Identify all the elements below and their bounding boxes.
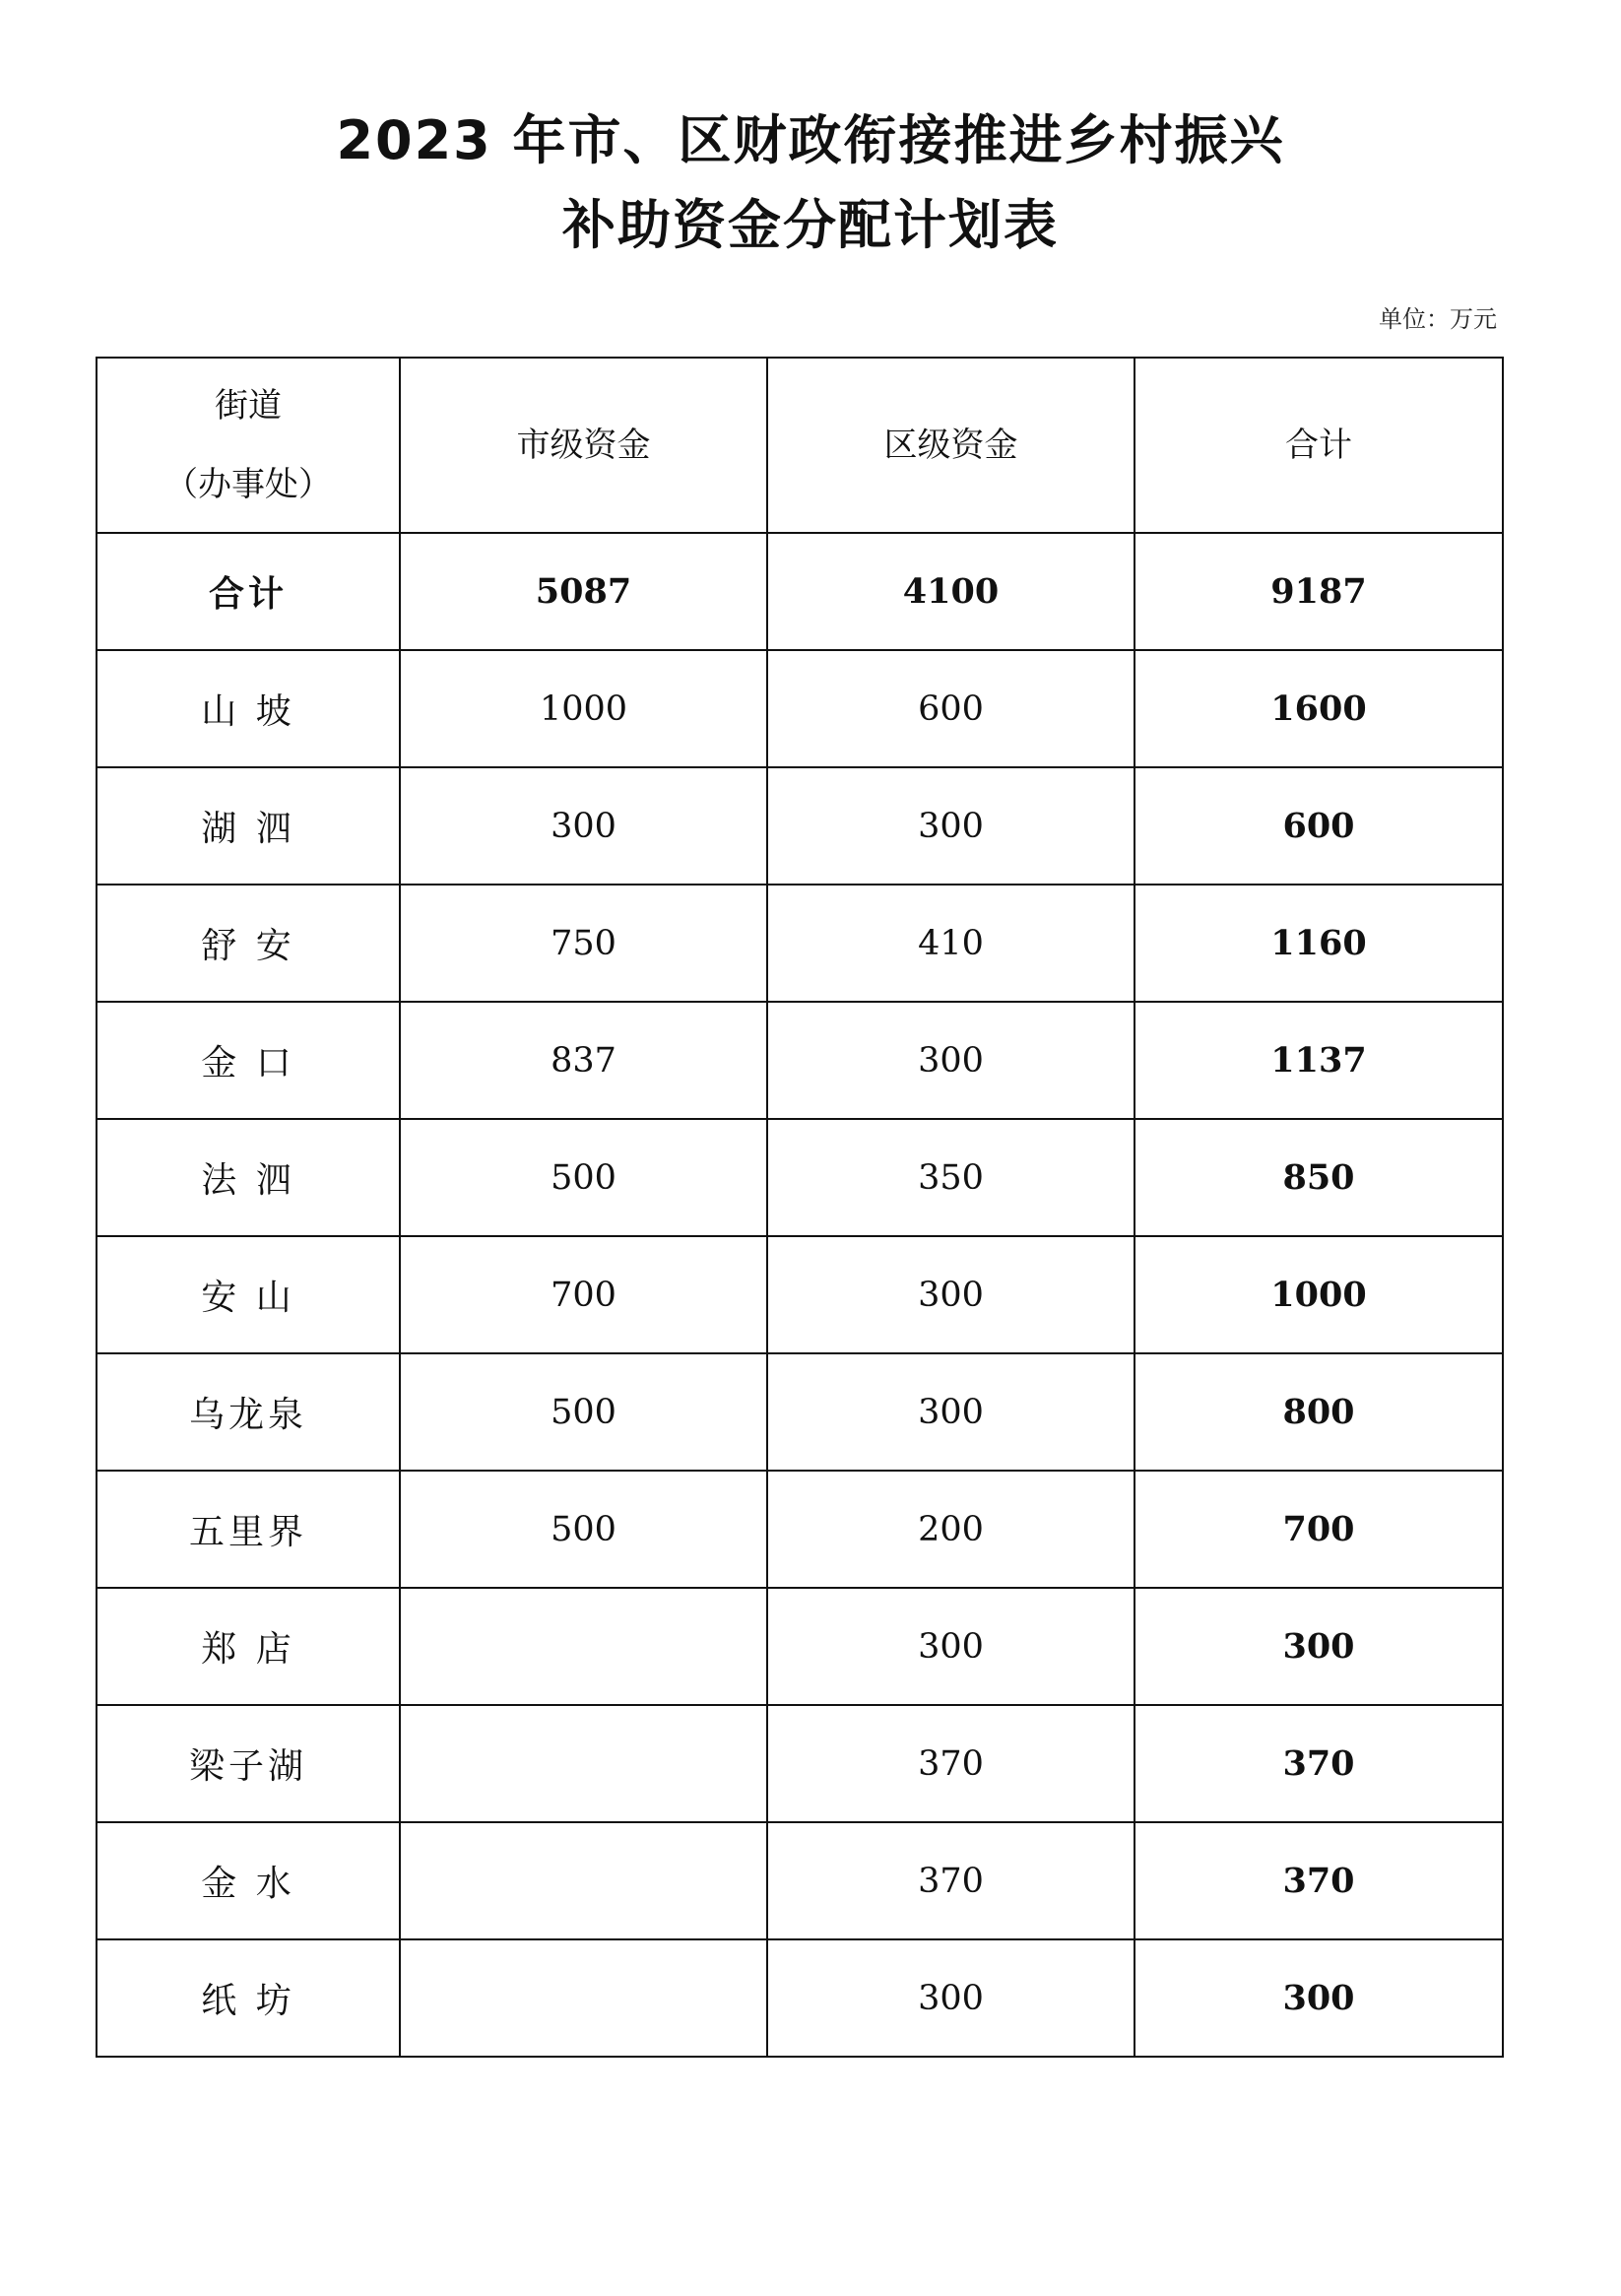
header-street-line1: 街道 (215, 386, 282, 426)
unit-label: 单位：万元 (1379, 305, 1497, 333)
header-total: 合计 (1135, 358, 1503, 533)
row-district-funds: 300 (767, 1353, 1135, 1471)
row-city-funds: 300 (400, 767, 767, 885)
row-name: 法 泗 (97, 1119, 400, 1236)
row-city-funds: 750 (400, 885, 767, 1002)
header-street (97, 358, 400, 533)
table-row (97, 885, 1503, 1002)
row-district-funds: 200 (767, 1471, 1135, 1588)
row-name: 金 水 (97, 1822, 400, 1939)
row-total: 850 (1135, 1119, 1503, 1236)
table-header-row (97, 358, 1503, 533)
row-city-funds: 500 (400, 1471, 767, 1588)
row-total: 370 (1135, 1822, 1503, 1939)
row-district-funds: 370 (767, 1705, 1135, 1822)
row-name: 安 山 (97, 1236, 400, 1353)
row-city-funds: 5087 (400, 533, 767, 650)
row-name: 纸 坊 (97, 1939, 400, 2057)
table-row (97, 1002, 1503, 1119)
row-total: 700 (1135, 1471, 1503, 1588)
row-district-funds: 300 (767, 1588, 1135, 1705)
row-total: 1160 (1135, 885, 1503, 1002)
row-total: 600 (1135, 767, 1503, 885)
table-row-total (97, 533, 1503, 650)
row-city-funds: 700 (400, 1236, 767, 1353)
row-city-funds: 837 (400, 1002, 767, 1119)
row-total: 370 (1135, 1705, 1503, 1822)
row-district-funds: 300 (767, 1002, 1135, 1119)
row-total: 300 (1135, 1939, 1503, 2057)
row-name: 舒 安 (97, 885, 400, 1002)
row-city-funds: 1000 (400, 650, 767, 767)
table-row (97, 1353, 1503, 1471)
row-name: 合计 (97, 533, 400, 650)
table-row (97, 1236, 1503, 1353)
table-row (97, 767, 1503, 885)
row-name: 乌龙泉 (97, 1353, 400, 1471)
table-row (97, 1705, 1503, 1822)
table-row (97, 1822, 1503, 1939)
row-district-funds: 300 (767, 1236, 1135, 1353)
table-row (97, 1471, 1503, 1588)
header-district-funds: 区级资金 (767, 358, 1135, 533)
row-city-funds: 500 (400, 1119, 767, 1236)
table-row (97, 650, 1503, 767)
row-district-funds: 300 (767, 767, 1135, 885)
row-name: 五里界 (97, 1471, 400, 1588)
row-district-funds: 350 (767, 1119, 1135, 1236)
row-total: 9187 (1135, 533, 1503, 650)
row-city-funds (400, 1939, 767, 2057)
row-total: 1000 (1135, 1236, 1503, 1353)
row-district-funds: 300 (767, 1939, 1135, 2057)
row-name: 郑 店 (97, 1588, 400, 1705)
row-district-funds: 600 (767, 650, 1135, 767)
header-street-line2: （办事处） (164, 465, 332, 504)
allocation-table (96, 357, 1504, 2058)
table-row (97, 1939, 1503, 2057)
row-city-funds: 500 (400, 1353, 767, 1471)
row-city-funds (400, 1822, 767, 1939)
document-title-line2: 补助资金分配计划表 (562, 194, 1059, 256)
row-name: 山 坡 (97, 650, 400, 767)
row-name: 梁子湖 (97, 1705, 400, 1822)
header-city-funds: 市级资金 (400, 358, 767, 533)
row-name: 金 口 (97, 1002, 400, 1119)
table-row (97, 1588, 1503, 1705)
row-city-funds (400, 1705, 767, 1822)
row-total: 1137 (1135, 1002, 1503, 1119)
row-name: 湖 泗 (97, 767, 400, 885)
row-total: 300 (1135, 1588, 1503, 1705)
row-city-funds (400, 1588, 767, 1705)
table-row (97, 1119, 1503, 1236)
row-total: 800 (1135, 1353, 1503, 1471)
row-district-funds: 370 (767, 1822, 1135, 1939)
row-district-funds: 4100 (767, 533, 1135, 650)
row-district-funds: 410 (767, 885, 1135, 1002)
document-title-line1: 2023 年市、区财政衔接推进乡村振兴 (336, 109, 1285, 171)
row-total: 1600 (1135, 650, 1503, 767)
